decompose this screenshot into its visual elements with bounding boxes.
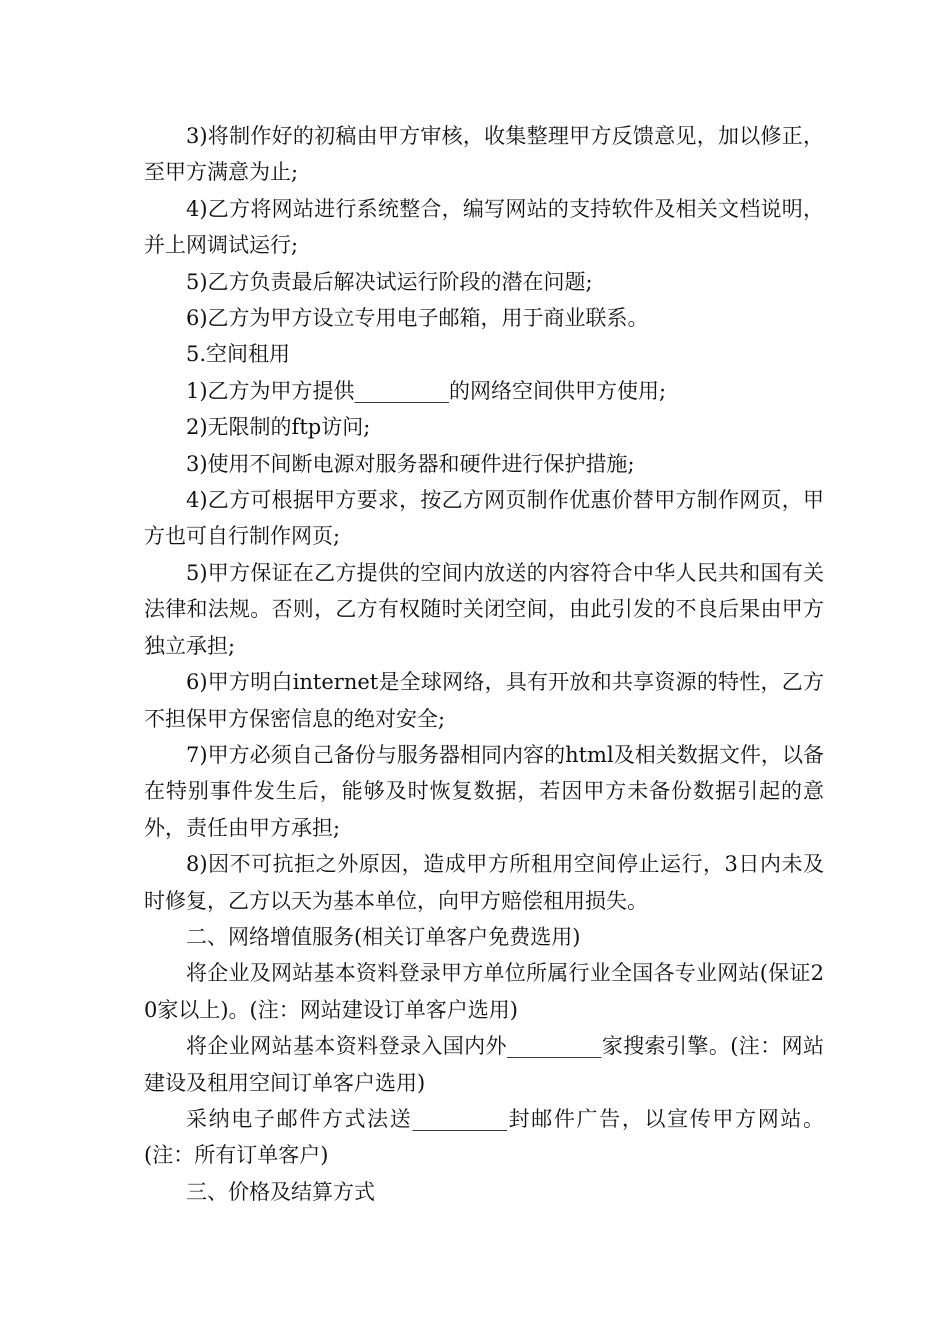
- paragraph: 5)乙方负责最后解决试运行阶段的潜在问题;: [186, 269, 593, 294]
- paragraph: 4)乙方将网站进行系统整合，编写网站的支持软件及相关文档说明，并上网调试运行;: [144, 196, 824, 258]
- paragraph: 将企业及网站基本资料登录甲方单位所属行业全国各专业网站(保证20家以上)。(注：网站建设订单客户选用): [144, 961, 824, 1022]
- paragraph: 6)甲方明白internet是全球网络，具有开放和共享资源的特性，乙方不担保甲方保密信息的绝对安全;: [144, 670, 824, 731]
- paragraph: 采纳电子邮件方式法送_________封邮件广告，以宣传甲方网站。(注：所有订单客户): [144, 1106, 824, 1168]
- paragraph: 3)使用不间断电源对服务器和硬件进行保护措施;: [186, 451, 635, 476]
- section-heading: 三、价格及结算方式: [186, 1179, 375, 1204]
- paragraph: 4)乙方可根据甲方要求，按乙方网页制作优惠价替甲方制作网页，甲方也可自行制作网页;: [144, 488, 824, 549]
- paragraph: 7)甲方必须自己备份与服务器相同内容的html及相关数据文件，以备在特别事件发生后，能够及时恢复数据，若因甲方未备份数据引起的意外，责任由甲方承担;: [144, 742, 824, 840]
- section-heading: 二、网络增值服务(相关订单客户免费选用): [186, 924, 581, 949]
- paragraph: 5)甲方保证在乙方提供的空间内放送的内容符合中华人民共和国有关法律和法规。否则，乙方有权随时关闭空间，由此引发的不良后果由甲方独立承担;: [144, 560, 824, 658]
- paragraph: 将企业网站基本资料登录入国内外_________家搜索引擎。(注：网站建设及租用空间订单客户选用): [144, 1034, 824, 1095]
- paragraph: 3)将制作好的初稿由甲方审核，收集整理甲方反馈意见，加以修正，至甲方满意为止;: [144, 124, 824, 185]
- paragraph: 1)乙方为甲方提供_________的网络空间供甲方使用;: [186, 378, 667, 403]
- paragraph: 2)无限制的ftp访问;: [186, 415, 371, 440]
- document-body: [144, 118, 824, 1210]
- paragraph: 8)因不可抗拒之外原因，造成甲方所租用空间停止运行，3日内未及时修复，乙方以天为基本单位，向甲方赔偿租用损失。: [144, 852, 824, 913]
- paragraph: 6)乙方为甲方设立专用电子邮箱，用于商业联系。: [186, 306, 649, 331]
- section-heading: 5.空间租用: [186, 342, 291, 367]
